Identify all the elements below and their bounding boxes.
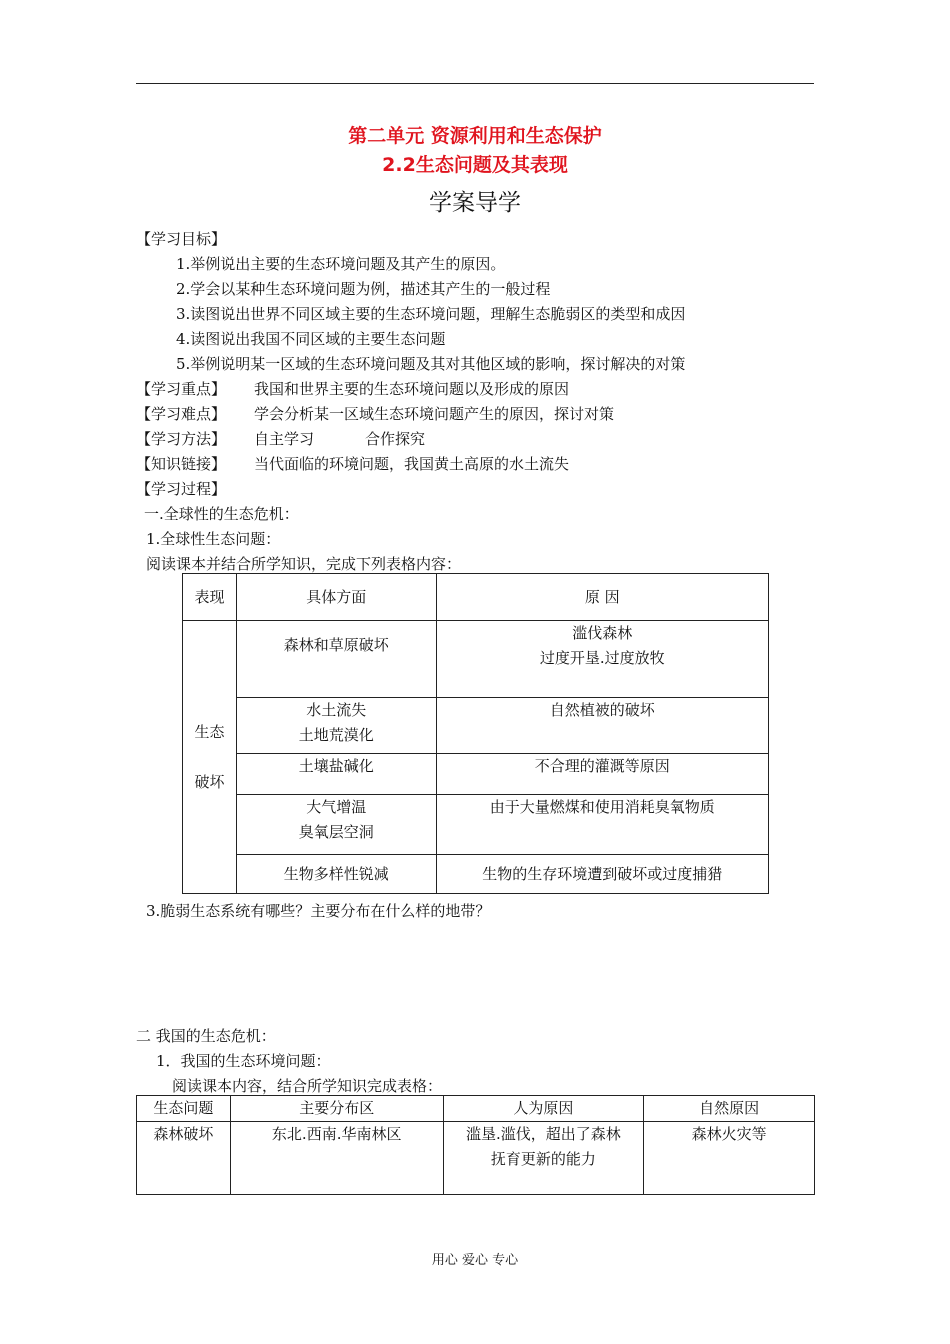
- natural-cause-cell: 森林火灾等: [644, 1122, 815, 1195]
- problem-cell: 森林破坏: [137, 1122, 231, 1195]
- links-text: 当代面临的环境问题，我国黄土高原的水土流失: [254, 455, 570, 473]
- process-label: 【学习过程】: [136, 480, 227, 498]
- aspect-text: 大气增温: [306, 798, 367, 816]
- human-cause-cell: [443, 1122, 644, 1195]
- goal-item: 4.读图说出我国不同区域的主要生态问题: [176, 330, 446, 348]
- aspect-cell: [236, 621, 436, 698]
- aspect-text: 水土流失: [306, 701, 367, 719]
- aspect-cell: [236, 795, 436, 855]
- methods-label: 【学习方法】: [136, 430, 227, 448]
- cause-text: 过度开垦.过度放牧: [539, 649, 665, 667]
- table-header-cell: 表现: [183, 574, 237, 621]
- page-footer: 用心 爱心 专心: [431, 1253, 519, 1268]
- aspect-text: 土地荒漠化: [298, 726, 374, 744]
- human-cause-text: 抚育更新的能力: [490, 1150, 596, 1168]
- lesson-title: 2.2生态问题及其表现: [382, 154, 568, 176]
- subsection-heading: 1.全球性生态问题：: [146, 530, 281, 548]
- key-points-label: 【学习重点】: [136, 380, 227, 398]
- group-label: 破坏: [194, 773, 225, 791]
- aspect-text: 土壤盐碱化: [298, 757, 374, 775]
- group-label: 生态: [194, 723, 225, 741]
- table-header-cell: 原 因: [436, 574, 768, 621]
- instruction-text: 阅读课本并结合所学知识，完成下列表格内容：: [146, 555, 462, 573]
- goal-item: 3.读图说出世界不同区域主要的生态环境问题，理解生态脆弱区的类型和成因: [176, 305, 686, 323]
- table-header-cell: 自然原因: [644, 1096, 815, 1122]
- aspect-text: 森林和草原破坏: [283, 636, 389, 654]
- table-header-cell: 主要分布区: [230, 1096, 443, 1122]
- instruction-text: 阅读课本内容，结合所学知识完成表格：: [172, 1077, 443, 1095]
- table-header-row: [137, 1096, 815, 1122]
- difficulties-text: 学会分析某一区域生态环境问题产生的原因，探讨对策: [254, 405, 615, 423]
- region-cell: 东北.西南.华南林区: [230, 1122, 443, 1195]
- cause-text: 由于大量燃煤和使用消耗臭氧物质: [489, 798, 715, 816]
- table-row: [183, 698, 769, 754]
- unit-title: 第二单元 资源利用和生态保护: [348, 125, 602, 147]
- table-header-cell: 具体方面: [236, 574, 436, 621]
- goal-item: 2.学会以某种生态环境问题为例，描述其产生的一般过程: [176, 280, 551, 298]
- cause-cell: [436, 795, 768, 855]
- cause-text: 自然植被的破坏: [549, 701, 655, 719]
- aspect-text: 生物多样性锐减: [283, 864, 389, 883]
- table-header-cell: 人为原因: [443, 1096, 644, 1122]
- cause-cell: [436, 698, 768, 754]
- table-row: [183, 621, 769, 698]
- cause-text: 滥伐森林: [572, 624, 633, 642]
- section-heading: 一.全球性的生态危机：: [144, 505, 299, 523]
- aspect-cell: [236, 698, 436, 754]
- table-row: [183, 795, 769, 855]
- global-ecology-table: [182, 573, 769, 894]
- cause-cell: [436, 621, 768, 698]
- aspect-text: 臭氧层空洞: [298, 823, 374, 841]
- methods-text: 自主学习: [254, 430, 315, 448]
- table-header-cell: 生态问题: [137, 1096, 231, 1122]
- table-row: [183, 855, 769, 894]
- header-rule: [136, 83, 814, 84]
- human-cause-text: 滥垦.滥伐，超出了森林: [465, 1125, 621, 1143]
- key-points-text: 我国和世界主要的生态环境问题以及形成的原因: [254, 380, 570, 398]
- table-row: [137, 1122, 815, 1195]
- aspect-cell: [236, 855, 436, 894]
- section-heading: 二 我国的生态危机：: [136, 1027, 276, 1045]
- goal-item: 1.举例说出主要的生态环境问题及其产生的原因。: [176, 255, 506, 273]
- table-header-row: [183, 574, 769, 621]
- cause-cell: [436, 855, 768, 894]
- table-row: [183, 754, 769, 795]
- subsection-heading: 1．我国的生态环境问题：: [156, 1052, 331, 1070]
- links-label: 【知识链接】: [136, 455, 227, 473]
- cause-cell: [436, 754, 768, 795]
- methods-text-2: 合作探究: [365, 430, 426, 448]
- goals-label: 【学习目标】: [136, 230, 227, 248]
- china-ecology-table: [136, 1095, 815, 1195]
- group-cell: [183, 621, 237, 894]
- question-text: 3.脆弱生态系统有哪些？主要分布在什么样的地带？: [146, 902, 491, 920]
- goal-item: 5.举例说明某一区域的生态环境问题及其对其他区域的影响，探讨解决的对策: [176, 355, 686, 373]
- difficulties-label: 【学习难点】: [136, 405, 227, 423]
- cause-text: 不合理的灌溉等原因: [534, 757, 670, 775]
- cause-text: 生物的生存环境遭到破坏或过度捕猎: [482, 864, 723, 883]
- page-subtitle: 学案导学: [429, 190, 521, 216]
- aspect-cell: [236, 754, 436, 795]
